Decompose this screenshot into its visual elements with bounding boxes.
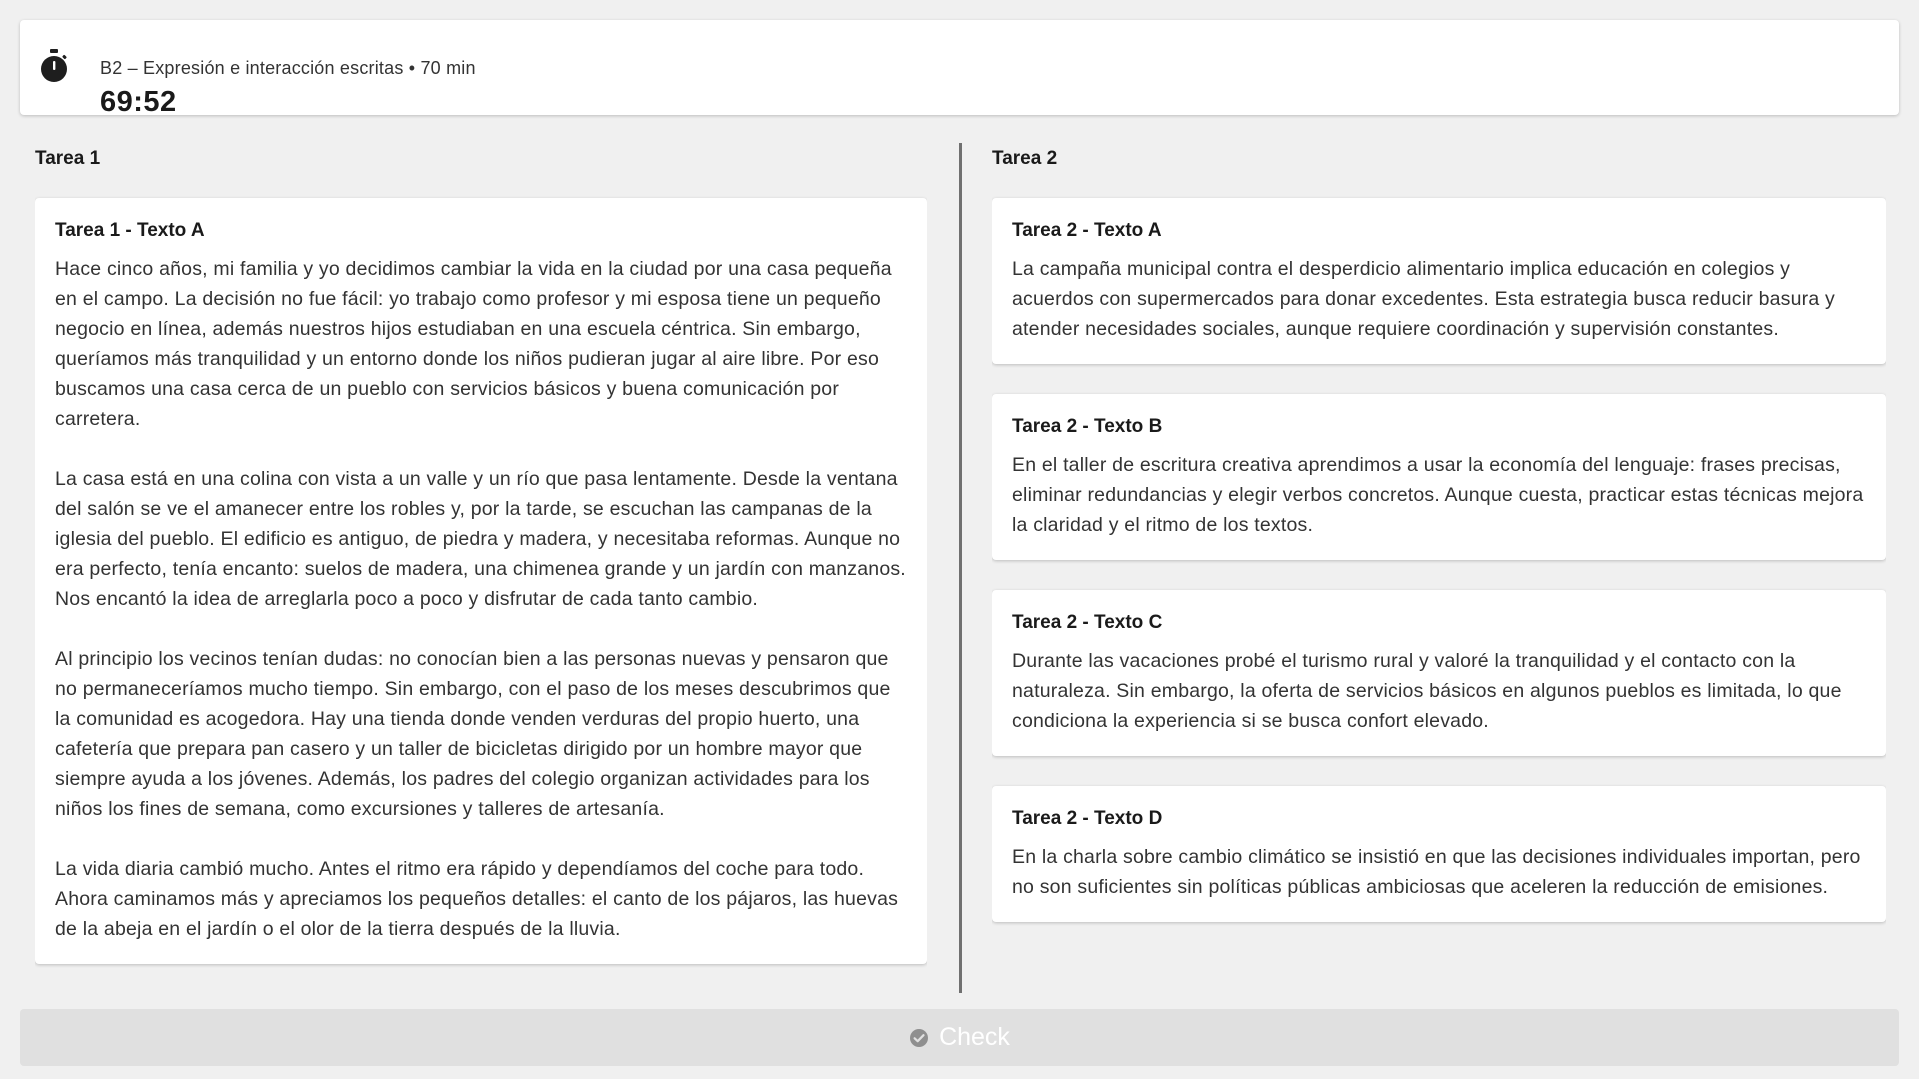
tarea-1-column[interactable]: [35, 143, 927, 1010]
card-body: [1012, 450, 1866, 540]
card-paragraph: En la charla sobre cambio climático se insistió en que las decisiones individuales importan, pero no son suficientes sin políticas públicas ambiciosas que aceleren la reducción de emisiones.: [1012, 846, 1861, 898]
countdown-timer: 69:52: [100, 86, 177, 118]
card-title: Tarea 2 - Texto B: [1012, 416, 1163, 437]
column-title: Tarea 1: [35, 148, 101, 169]
footer-bar: [0, 993, 1919, 1079]
timer-header: [20, 20, 1899, 118]
card-paragraph: La campaña municipal contra el desperdicio alimentario implica educación en colegios y acuerdos con supermercados para donar excedentes. Esta estrategia busca reducir basura y atender necesidades sociales, aunque requiere coordinación y supervisión constantes.: [1012, 258, 1835, 340]
card-body: [1012, 646, 1866, 736]
stopwatch-icon: [38, 48, 70, 84]
exam-subtitle: B2 – Expresión e interacción escritas • 70 min: [100, 58, 476, 78]
column-divider: [959, 143, 962, 1010]
text-card: [992, 394, 1886, 560]
card-title: Tarea 2 - Texto C: [1012, 612, 1163, 633]
card-title: Tarea 2 - Texto D: [1012, 808, 1163, 829]
card-title: Tarea 1 - Texto A: [55, 220, 205, 241]
card-body: [1012, 254, 1866, 344]
text-card: [992, 198, 1886, 364]
column-title: Tarea 2: [992, 148, 1058, 169]
text-card: [35, 198, 927, 964]
card-paragraph: En el taller de escritura creativa aprendimos a usar la economía del lenguaje: frases precisas, eliminar redundancias y elegir verbos concretos. Aunque cuesta, practicar estas técnicas mejora la claridad y el ritmo de los textos.: [1012, 454, 1864, 536]
tarea-2-column[interactable]: [992, 143, 1886, 1010]
check-button[interactable]: [20, 1009, 1899, 1066]
card-paragraph: Hace cinco años, mi familia y yo decidimos cambiar la vida en la ciudad por una casa pequeña en el campo. La decisión no fue fácil: yo trabajo como profesor y mi esposa tiene un pequeño negocio en línea, además nuestros hijos estudiaban en una escuela céntrica. Sin embargo, queríamos más tranquilidad y un entorno donde los niños pudieran jugar al aire libre. Por eso buscamos una casa cerca de un pueblo con servicios básicos y buena comunicación por carretera.: [55, 258, 892, 430]
check-button-label: Check: [939, 1023, 1010, 1051]
card-paragraph: La vida diaria cambió mucho. Antes el ritmo era rápido y dependíamos del coche para todo. Ahora caminamos más y apreciamos los pequeños detalles: el canto de los pájaros, las huevas de la abeja en el jardín o el olor de la tierra después de la lluvia.: [55, 858, 899, 940]
check-circle-icon: [909, 1028, 929, 1048]
text-card: [992, 786, 1886, 922]
card-title: Tarea 2 - Texto A: [1012, 220, 1162, 241]
card-body: [55, 254, 907, 944]
card-paragraph: La casa está en una colina con vista a un valle y un río que pasa lentamente. Desde la ventana del salón se ve el amanecer entre los robles y, por la tarde, se escuchan las campanas de la iglesia del pueblo. El edificio es antiguo, de piedra y madera, y necesitaba reformas. Aunque no era perfecto, tenía encanto: suelos de madera, una chimenea grande y un jardín con manzanos. Nos encantó la idea de arreglarla poco a poco y disfrutar de cada tanto cambio.: [55, 468, 906, 610]
card-paragraph: Durante las vacaciones probé el turismo rural y valoré la tranquilidad y el contacto con la naturaleza. Sin embargo, la oferta de servicios básicos en algunos pueblos es limitada, lo que condiciona la experiencia si se busca confort elevado.: [1012, 650, 1842, 732]
card-paragraph: Al principio los vecinos tenían dudas: no conocían bien a las personas nuevas y pensaron que no permaneceríamos mucho tiempo. Sin embargo, con el paso de los meses descubrimos que la comunidad es acogedora. Hay una tienda donde venden verduras del propio huerto, una cafetería que prepara pan casero y un taller de bicicletas dirigido por un hombre mayor que siempre ayuda a los jóvenes. Además, los padres del colegio organizan actividades para los niños los fines de semana, como excursiones y talleres de artesanía.: [55, 648, 891, 820]
card-body: [1012, 842, 1866, 902]
text-card: [992, 590, 1886, 756]
